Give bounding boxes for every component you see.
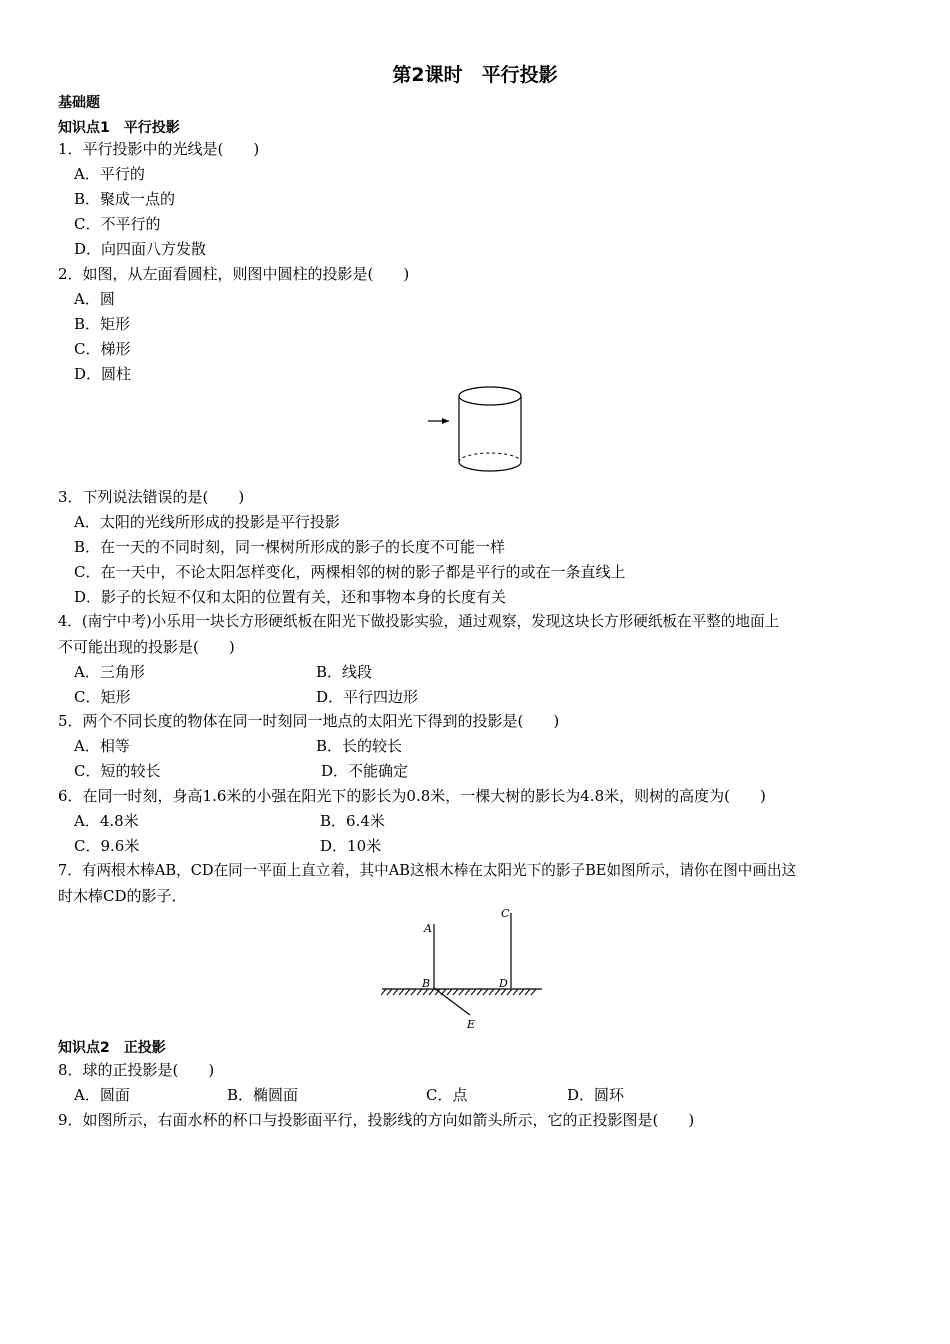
label-b: B	[422, 977, 431, 990]
question-6-option-c: C．9.6米	[74, 837, 140, 855]
hatch-mark	[405, 989, 410, 995]
ground-hatching	[381, 989, 536, 995]
hatch-mark	[393, 989, 398, 995]
question-8-option-b: B．椭圆面	[227, 1086, 299, 1104]
hatch-mark	[489, 989, 494, 995]
hatch-mark	[411, 989, 416, 995]
question-4-stem-line-1: 4．(南宁中考)小乐用一块长方形硬纸板在阳光下做投影实验，通过观察，发现这块长方形硬纸板在平整的地面上	[58, 613, 780, 630]
question-1-stem: 1．平行投影中的光线是( )	[58, 140, 260, 158]
arrow-icon	[442, 418, 449, 424]
question-2-stem: 2．如图，从左面看圆柱，则图中圆柱的投影是( )	[58, 265, 410, 283]
question-2-option-b: B．矩形	[74, 315, 131, 333]
label-e: E	[467, 1018, 476, 1031]
question-3-option-b: B．在一天的不同时刻，同一棵树所形成的影子的长度不可能一样	[74, 538, 506, 556]
question-1-option-b: B．聚成一点的	[74, 190, 176, 208]
question-9-stem: 9．如图所示，右面水杯的杯口与投影面平行，投影线的方向如箭头所示，它的正投影图是( )	[58, 1111, 695, 1129]
question-2-option-c: C．梯形	[74, 340, 131, 358]
question-8-option-a: A．圆面	[74, 1086, 130, 1104]
question-2-option-a: A．圆	[74, 290, 115, 308]
question-4-stem-line-2: 不可能出现的投影是( )	[58, 638, 235, 656]
hatch-mark	[531, 989, 536, 995]
sticks-shadow-figure	[378, 902, 548, 1032]
cylinder-bottom-hidden-arc	[459, 453, 521, 462]
section-heading: 基础题	[58, 95, 100, 111]
hatch-mark	[453, 989, 458, 995]
question-4-option-a: A．三角形	[74, 663, 145, 681]
question-6-option-b: B．6.4米	[320, 812, 385, 830]
label-d: D	[499, 977, 508, 990]
cylinder-bottom-front-arc	[459, 462, 521, 471]
question-5-option-a: A．相等	[74, 737, 130, 755]
question-5-option-c: C．短的较长	[74, 762, 161, 780]
question-3-stem: 3．下列说法错误的是( )	[58, 488, 245, 506]
hatch-mark	[483, 989, 488, 995]
hatch-mark	[477, 989, 482, 995]
question-6-stem: 6．在同一时刻，身高1.6米的小强在阳光下的影长为0.8米，一棵大树的影长为4.8米，则树的高度为( )	[58, 787, 766, 805]
label-c: C	[501, 907, 510, 920]
question-5-stem: 5．两个不同长度的物体在同一时刻同一地点的太阳光下得到的投影是( )	[58, 712, 560, 730]
hatch-mark	[447, 989, 452, 995]
question-6-option-d: D．10米	[320, 837, 382, 855]
question-1-option-a: A．平行的	[74, 165, 145, 183]
question-8-option-c: C．点	[426, 1086, 468, 1104]
cylinder-figure	[420, 384, 530, 480]
hatch-mark	[513, 989, 518, 995]
question-1-option-c: C．不平行的	[74, 215, 161, 233]
question-5-option-b: B．长的较长	[316, 737, 403, 755]
question-3-option-a: A．太阳的光线所形成的投影是平行投影	[74, 513, 340, 531]
question-6-option-a: A．4.8米	[74, 812, 139, 830]
label-a: A	[424, 922, 432, 935]
question-7-stem-line-2: 时木棒CD的影子．	[58, 887, 187, 905]
hatch-mark	[387, 989, 392, 995]
shadow-be	[434, 988, 470, 1015]
question-4-option-b: B．线段	[316, 663, 373, 681]
question-5-option-d: D．不能确定	[321, 762, 409, 780]
question-3-option-d: D．影子的长短不仅和太阳的位置有关，还和事物本身的长度有关	[74, 588, 507, 606]
hatch-mark	[465, 989, 470, 995]
hatch-mark	[459, 989, 464, 995]
hatch-mark	[525, 989, 530, 995]
page-title: 第2课时 平行投影	[392, 64, 558, 86]
hatch-mark	[471, 989, 476, 995]
question-8-option-d: D．圆环	[567, 1086, 625, 1104]
question-4-option-d: D．平行四边形	[316, 688, 419, 706]
question-7-stem-line-1: 7．有两根木棒AB，CD在同一平面上直立着，其中AB这根木棒在太阳光下的影子BE如图所示，请你在图中画出这	[58, 862, 797, 879]
question-3-option-c: C．在一天中，不论太阳怎样变化，两棵相邻的树的影子都是平行的或在一条直线上	[74, 563, 626, 581]
hatch-mark	[519, 989, 524, 995]
hatch-mark	[399, 989, 404, 995]
knowledge-point-2-heading: 知识点2 正投影	[58, 1040, 166, 1056]
question-8-stem: 8．球的正投影是( )	[58, 1061, 215, 1079]
question-1-option-d: D．向四面八方发散	[74, 240, 207, 258]
question-2-option-d: D．圆柱	[74, 365, 132, 383]
hatch-mark	[381, 989, 386, 995]
knowledge-point-1-heading: 知识点1 平行投影	[58, 120, 180, 136]
question-4-option-c: C．矩形	[74, 688, 131, 706]
cylinder-top-ellipse	[459, 387, 521, 405]
